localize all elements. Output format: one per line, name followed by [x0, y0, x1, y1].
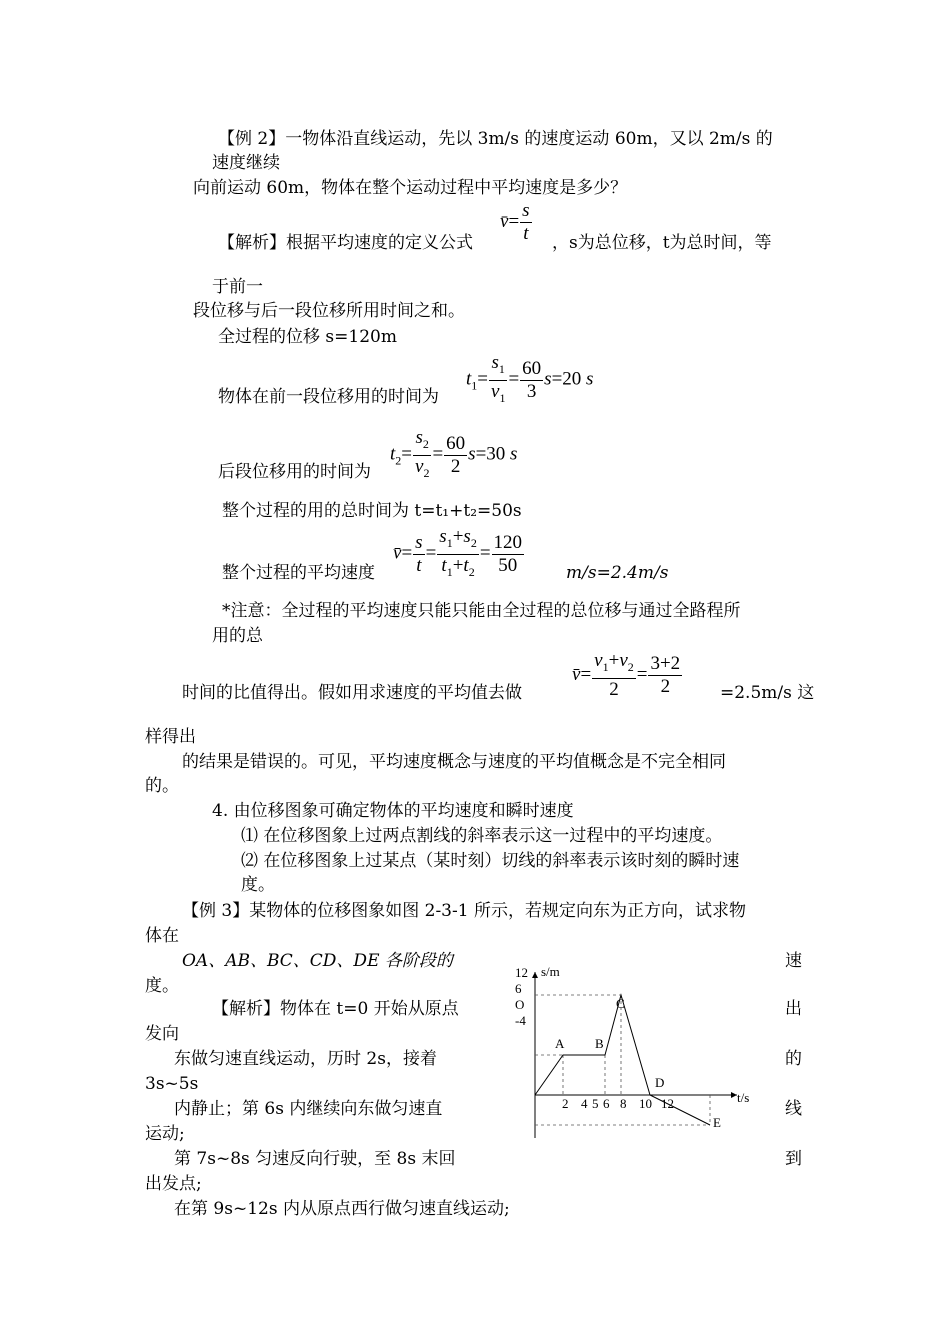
ex3-line4: 度。 [145, 976, 179, 996]
avg-result: m/s=2.4m/s [566, 563, 669, 583]
ex3-line5: 【解析】物体在 t=0 开始从原点 [212, 999, 459, 1019]
avg-label: 整个过程的平均速度 [222, 563, 375, 583]
point-label-B: B [595, 1036, 604, 1051]
x-tick: 10 [639, 1096, 652, 1111]
item4-title: 4. 由位移图象可确定物体的平均速度和瞬时速度 [212, 801, 574, 821]
ex3-line8: 3s~5s [145, 1074, 199, 1094]
note-line5: 的结果是错误的。可见，平均速度概念与速度的平均值概念是不完全相同 [182, 752, 726, 772]
y-tick: 6 [515, 981, 522, 996]
point-label-D: D [655, 1075, 665, 1090]
point-label-C: C [616, 996, 625, 1011]
note-line3b: =2.5m/s 这 [720, 683, 815, 703]
ex2-line3: 向前运动 60m，物体在整个运动过程中平均速度是多少？ [193, 178, 628, 198]
ex3-line11-right: 到 [785, 1149, 802, 1169]
note-line3a: 时间的比值得出。假如用求速度的平均值去做 [182, 683, 522, 703]
x-tick: 5 [592, 1096, 599, 1111]
ex3-line13: 在第 9s~12s 内从原点西行做匀速直线运动; [174, 1199, 510, 1219]
ex3-line9: 内静止；第 6s 内继续向东做匀速直 [174, 1099, 443, 1119]
y-tick: 12 [515, 965, 528, 980]
ex3-line2: 体在 [145, 926, 179, 946]
note-line2: 用的总 [212, 626, 263, 646]
x-tick: 8 [620, 1096, 627, 1111]
x-tick: 4 [581, 1096, 588, 1111]
ex3-line10: 运动; [145, 1124, 185, 1144]
ex2-line2: 速度继续 [212, 153, 280, 173]
t1-label: 物体在前一段位移用的时间为 [218, 387, 439, 407]
item4-p1: ⑴ 在位移图象上过两点割线的斜率表示这一过程中的平均速度。 [241, 826, 723, 846]
formula-avg: v̄= $\frac{s}{t}$ = $\frac{s_1+s_2}{t_1+t_2}$ = $\frac{120}{50}$ [393, 526, 523, 579]
point-label-A: A [555, 1036, 565, 1051]
ex3-line12: 出发点; [145, 1174, 202, 1194]
y-tick: O [515, 997, 525, 1012]
x-tick: 12 [661, 1096, 674, 1111]
item4-p2: ⑵ 在位移图象上过某点（某时刻）切线的斜率表示该时刻的瞬时速 [241, 851, 740, 871]
note-line1: *注意：全过程的平均速度只能只能由全过程的总位移与通过全路程所 [222, 601, 741, 621]
note-line4: 样得出 [145, 727, 196, 747]
note-line6: 的。 [145, 776, 179, 796]
formula-t2: $t_2=$ $\frac{s_2}{v_2}$ = $\frac{60}{2}$ s=30 s [390, 427, 518, 480]
item4-p2b: 度。 [241, 875, 275, 895]
analysis-line1b: ，s为总位移，t为总时间，等 [552, 233, 772, 253]
ex3-line3-right: 速 [785, 951, 802, 971]
ex3-line3: OA、AB、BC、CD、DE 各阶段的 [182, 951, 453, 971]
ex3-line11: 第 7s~8s 匀速反向行驶，至 8s 末回 [174, 1149, 456, 1169]
x-tick: 2 [562, 1096, 569, 1111]
analysis-line2: 于前一 [212, 277, 263, 297]
displacement-time-graph [505, 960, 760, 1140]
x-tick: 6 [603, 1096, 610, 1111]
x-axis-label: t/s [737, 1090, 750, 1105]
ex3-line7: 东做匀速直线运动，历时 2s，接着 [174, 1049, 437, 1069]
analysis-line3: 段位移与后一段位移所用时间之和。 [193, 301, 465, 321]
y-tick: -4 [515, 1013, 526, 1028]
point-label-E: E [713, 1115, 721, 1130]
total-displacement: 全过程的位移 s=120m [218, 327, 397, 347]
ex3-line6: 发向 [145, 1024, 179, 1044]
formula-t1: $t_1=$ $\frac{s_1}{v_1}$ = $\frac{60}{3}$ s=20 s [466, 352, 594, 405]
ex3-line9-right: 线 [785, 1099, 802, 1119]
ex3-line7-right: 的 [785, 1049, 802, 1069]
t2-label: 后段位移用的时间为 [218, 462, 371, 482]
ex3-line1: 【例 3】某物体的位移图象如图 2-3-1 所示，若规定向东为正方向，试求物 [182, 901, 746, 921]
y-axis-label: s/m [541, 964, 560, 979]
total-time: 整个过程的用的总时间为 t=t₁+t₂=50s [222, 501, 522, 521]
formula-wrong-avg: v̄= $\frac{v_1+v_2}{2}$ = $\frac{3+2}{2}$ [572, 650, 681, 700]
analysis-line1a: 【解析】根据平均速度的定义公式 [218, 233, 473, 253]
ex2-line1: 【例 2】一物体沿直线运动，先以 3m/s 的速度运动 60m，又以 2m/s 的 [218, 129, 773, 149]
ex3-line5-right: 出 [785, 999, 802, 1019]
formula-avg-def: v̄= $\frac{s}{t}$ [500, 200, 530, 244]
